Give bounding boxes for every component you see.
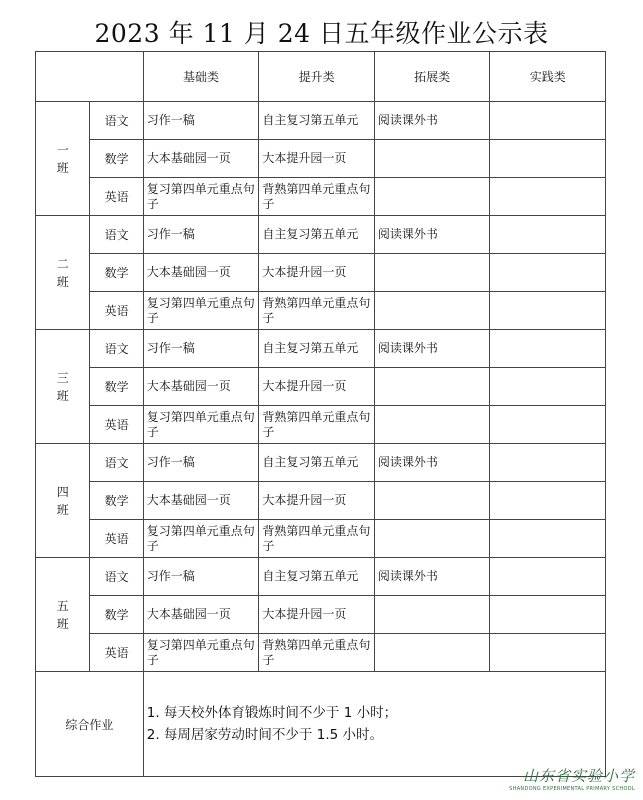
- extended-assignment-cell: [374, 178, 490, 216]
- basic-assignment-cell: 习作一稿: [143, 216, 259, 254]
- extended-assignment-cell: [374, 140, 490, 178]
- practice-assignment-cell: [490, 558, 606, 596]
- comprehensive-item: 1. 每天校外体育锻炼时间不少于 1 小时；: [146, 705, 398, 721]
- column-header: 基础类: [143, 52, 259, 102]
- subject-cell: 英语: [90, 634, 143, 672]
- subject-cell: 语文: [90, 102, 143, 140]
- practice-assignment-cell: [490, 368, 606, 406]
- subject-cell: 英语: [90, 178, 143, 216]
- logo-text-cn: 山东省实验小学: [522, 767, 635, 785]
- advanced-assignment-cell: 大本提升园一页: [259, 140, 375, 178]
- school-logo: [509, 765, 635, 792]
- column-header: 实践类: [490, 52, 606, 102]
- table-row: [36, 482, 606, 520]
- basic-assignment-cell: 大本基础园一页: [143, 140, 259, 178]
- extended-assignment-cell: 阅读课外书: [374, 330, 490, 368]
- practice-assignment-cell: [490, 140, 606, 178]
- practice-assignment-cell: [490, 102, 606, 140]
- extended-assignment-cell: 阅读课外书: [374, 444, 490, 482]
- advanced-assignment-cell: 自主复习第五单元: [259, 330, 375, 368]
- basic-assignment-cell: 大本基础园一页: [143, 368, 259, 406]
- logo-text-en: SHANDONG EXPERIMENTAL PRIMARY SCHOOL: [509, 786, 635, 792]
- subject-cell: 语文: [90, 330, 143, 368]
- extended-assignment-cell: [374, 254, 490, 292]
- table-row: [36, 330, 606, 368]
- practice-assignment-cell: [490, 216, 606, 254]
- class-name-cell: 五 班: [36, 558, 90, 672]
- advanced-assignment-cell: 背熟第四单元重点句子: [259, 520, 375, 558]
- subject-cell: 数学: [90, 140, 143, 178]
- advanced-assignment-cell: 大本提升园一页: [259, 254, 375, 292]
- extended-assignment-cell: [374, 596, 490, 634]
- extended-assignment-cell: 阅读课外书: [374, 216, 490, 254]
- class-name-cell: 四 班: [36, 444, 90, 558]
- subject-cell: 英语: [90, 520, 143, 558]
- advanced-assignment-cell: 自主复习第五单元: [259, 102, 375, 140]
- class-name-cell: 三 班: [36, 330, 90, 444]
- practice-assignment-cell: [490, 406, 606, 444]
- advanced-assignment-cell: 背熟第四单元重点句子: [259, 406, 375, 444]
- table-row: [36, 102, 606, 140]
- subject-cell: 数学: [90, 254, 143, 292]
- basic-assignment-cell: 复习第四单元重点句子: [143, 292, 259, 330]
- table-row: [36, 596, 606, 634]
- advanced-assignment-cell: 大本提升园一页: [259, 596, 375, 634]
- column-header: 提升类: [259, 52, 375, 102]
- subject-cell: 语文: [90, 216, 143, 254]
- page-title: 2023 年 11 月 24 日五年级作业公示表: [94, 19, 549, 48]
- comprehensive-item: 2. 每周居家劳动时间不少于 1.5 小时。: [146, 727, 383, 743]
- corner-cell: [36, 52, 144, 102]
- practice-assignment-cell: [490, 292, 606, 330]
- advanced-assignment-cell: 背熟第四单元重点句子: [259, 292, 375, 330]
- basic-assignment-cell: 大本基础园一页: [143, 482, 259, 520]
- advanced-assignment-cell: 自主复习第五单元: [259, 216, 375, 254]
- table-row: [36, 444, 606, 482]
- extended-assignment-cell: [374, 634, 490, 672]
- basic-assignment-cell: 复习第四单元重点句子: [143, 520, 259, 558]
- basic-assignment-cell: 复习第四单元重点句子: [143, 406, 259, 444]
- basic-assignment-cell: 习作一稿: [143, 444, 259, 482]
- practice-assignment-cell: [490, 444, 606, 482]
- subject-cell: 数学: [90, 596, 143, 634]
- homework-table: [35, 51, 606, 777]
- extended-assignment-cell: [374, 292, 490, 330]
- table-row: [36, 216, 606, 254]
- table-header-row: [36, 52, 606, 102]
- extended-assignment-cell: [374, 520, 490, 558]
- subject-cell: 数学: [90, 368, 143, 406]
- class-name-cell: 二 班: [36, 216, 90, 330]
- table-row: [36, 178, 606, 216]
- extended-assignment-cell: [374, 482, 490, 520]
- extended-assignment-cell: [374, 406, 490, 444]
- basic-assignment-cell: 大本基础园一页: [143, 254, 259, 292]
- table-row: [36, 140, 606, 178]
- extended-assignment-cell: 阅读课外书: [374, 558, 490, 596]
- practice-assignment-cell: [490, 178, 606, 216]
- practice-assignment-cell: [490, 596, 606, 634]
- practice-assignment-cell: [490, 634, 606, 672]
- table-row: [36, 634, 606, 672]
- subject-cell: 英语: [90, 406, 143, 444]
- basic-assignment-cell: 习作一稿: [143, 558, 259, 596]
- basic-assignment-cell: 大本基础园一页: [143, 596, 259, 634]
- column-header: 拓展类: [374, 52, 490, 102]
- practice-assignment-cell: [490, 520, 606, 558]
- advanced-assignment-cell: 自主复习第五单元: [259, 558, 375, 596]
- table-row: [36, 558, 606, 596]
- table-row: [36, 292, 606, 330]
- basic-assignment-cell: 复习第四单元重点句子: [143, 178, 259, 216]
- table-row: [36, 406, 606, 444]
- subject-cell: 语文: [90, 558, 143, 596]
- advanced-assignment-cell: 大本提升园一页: [259, 368, 375, 406]
- comprehensive-label: 综合作业: [36, 672, 144, 777]
- practice-assignment-cell: [490, 482, 606, 520]
- practice-assignment-cell: [490, 330, 606, 368]
- table-row: [36, 254, 606, 292]
- advanced-assignment-cell: 自主复习第五单元: [259, 444, 375, 482]
- basic-assignment-cell: 习作一稿: [143, 330, 259, 368]
- advanced-assignment-cell: 背熟第四单元重点句子: [259, 634, 375, 672]
- class-name-cell: 一 班: [36, 102, 90, 216]
- table-row: [36, 520, 606, 558]
- advanced-assignment-cell: 大本提升园一页: [259, 482, 375, 520]
- comprehensive-row: [36, 672, 606, 777]
- extended-assignment-cell: [374, 368, 490, 406]
- comprehensive-content: [143, 672, 605, 777]
- subject-cell: 数学: [90, 482, 143, 520]
- subject-cell: 语文: [90, 444, 143, 482]
- table-row: [36, 368, 606, 406]
- basic-assignment-cell: 复习第四单元重点句子: [143, 634, 259, 672]
- advanced-assignment-cell: 背熟第四单元重点句子: [259, 178, 375, 216]
- extended-assignment-cell: 阅读课外书: [374, 102, 490, 140]
- subject-cell: 英语: [90, 292, 143, 330]
- practice-assignment-cell: [490, 254, 606, 292]
- basic-assignment-cell: 习作一稿: [143, 102, 259, 140]
